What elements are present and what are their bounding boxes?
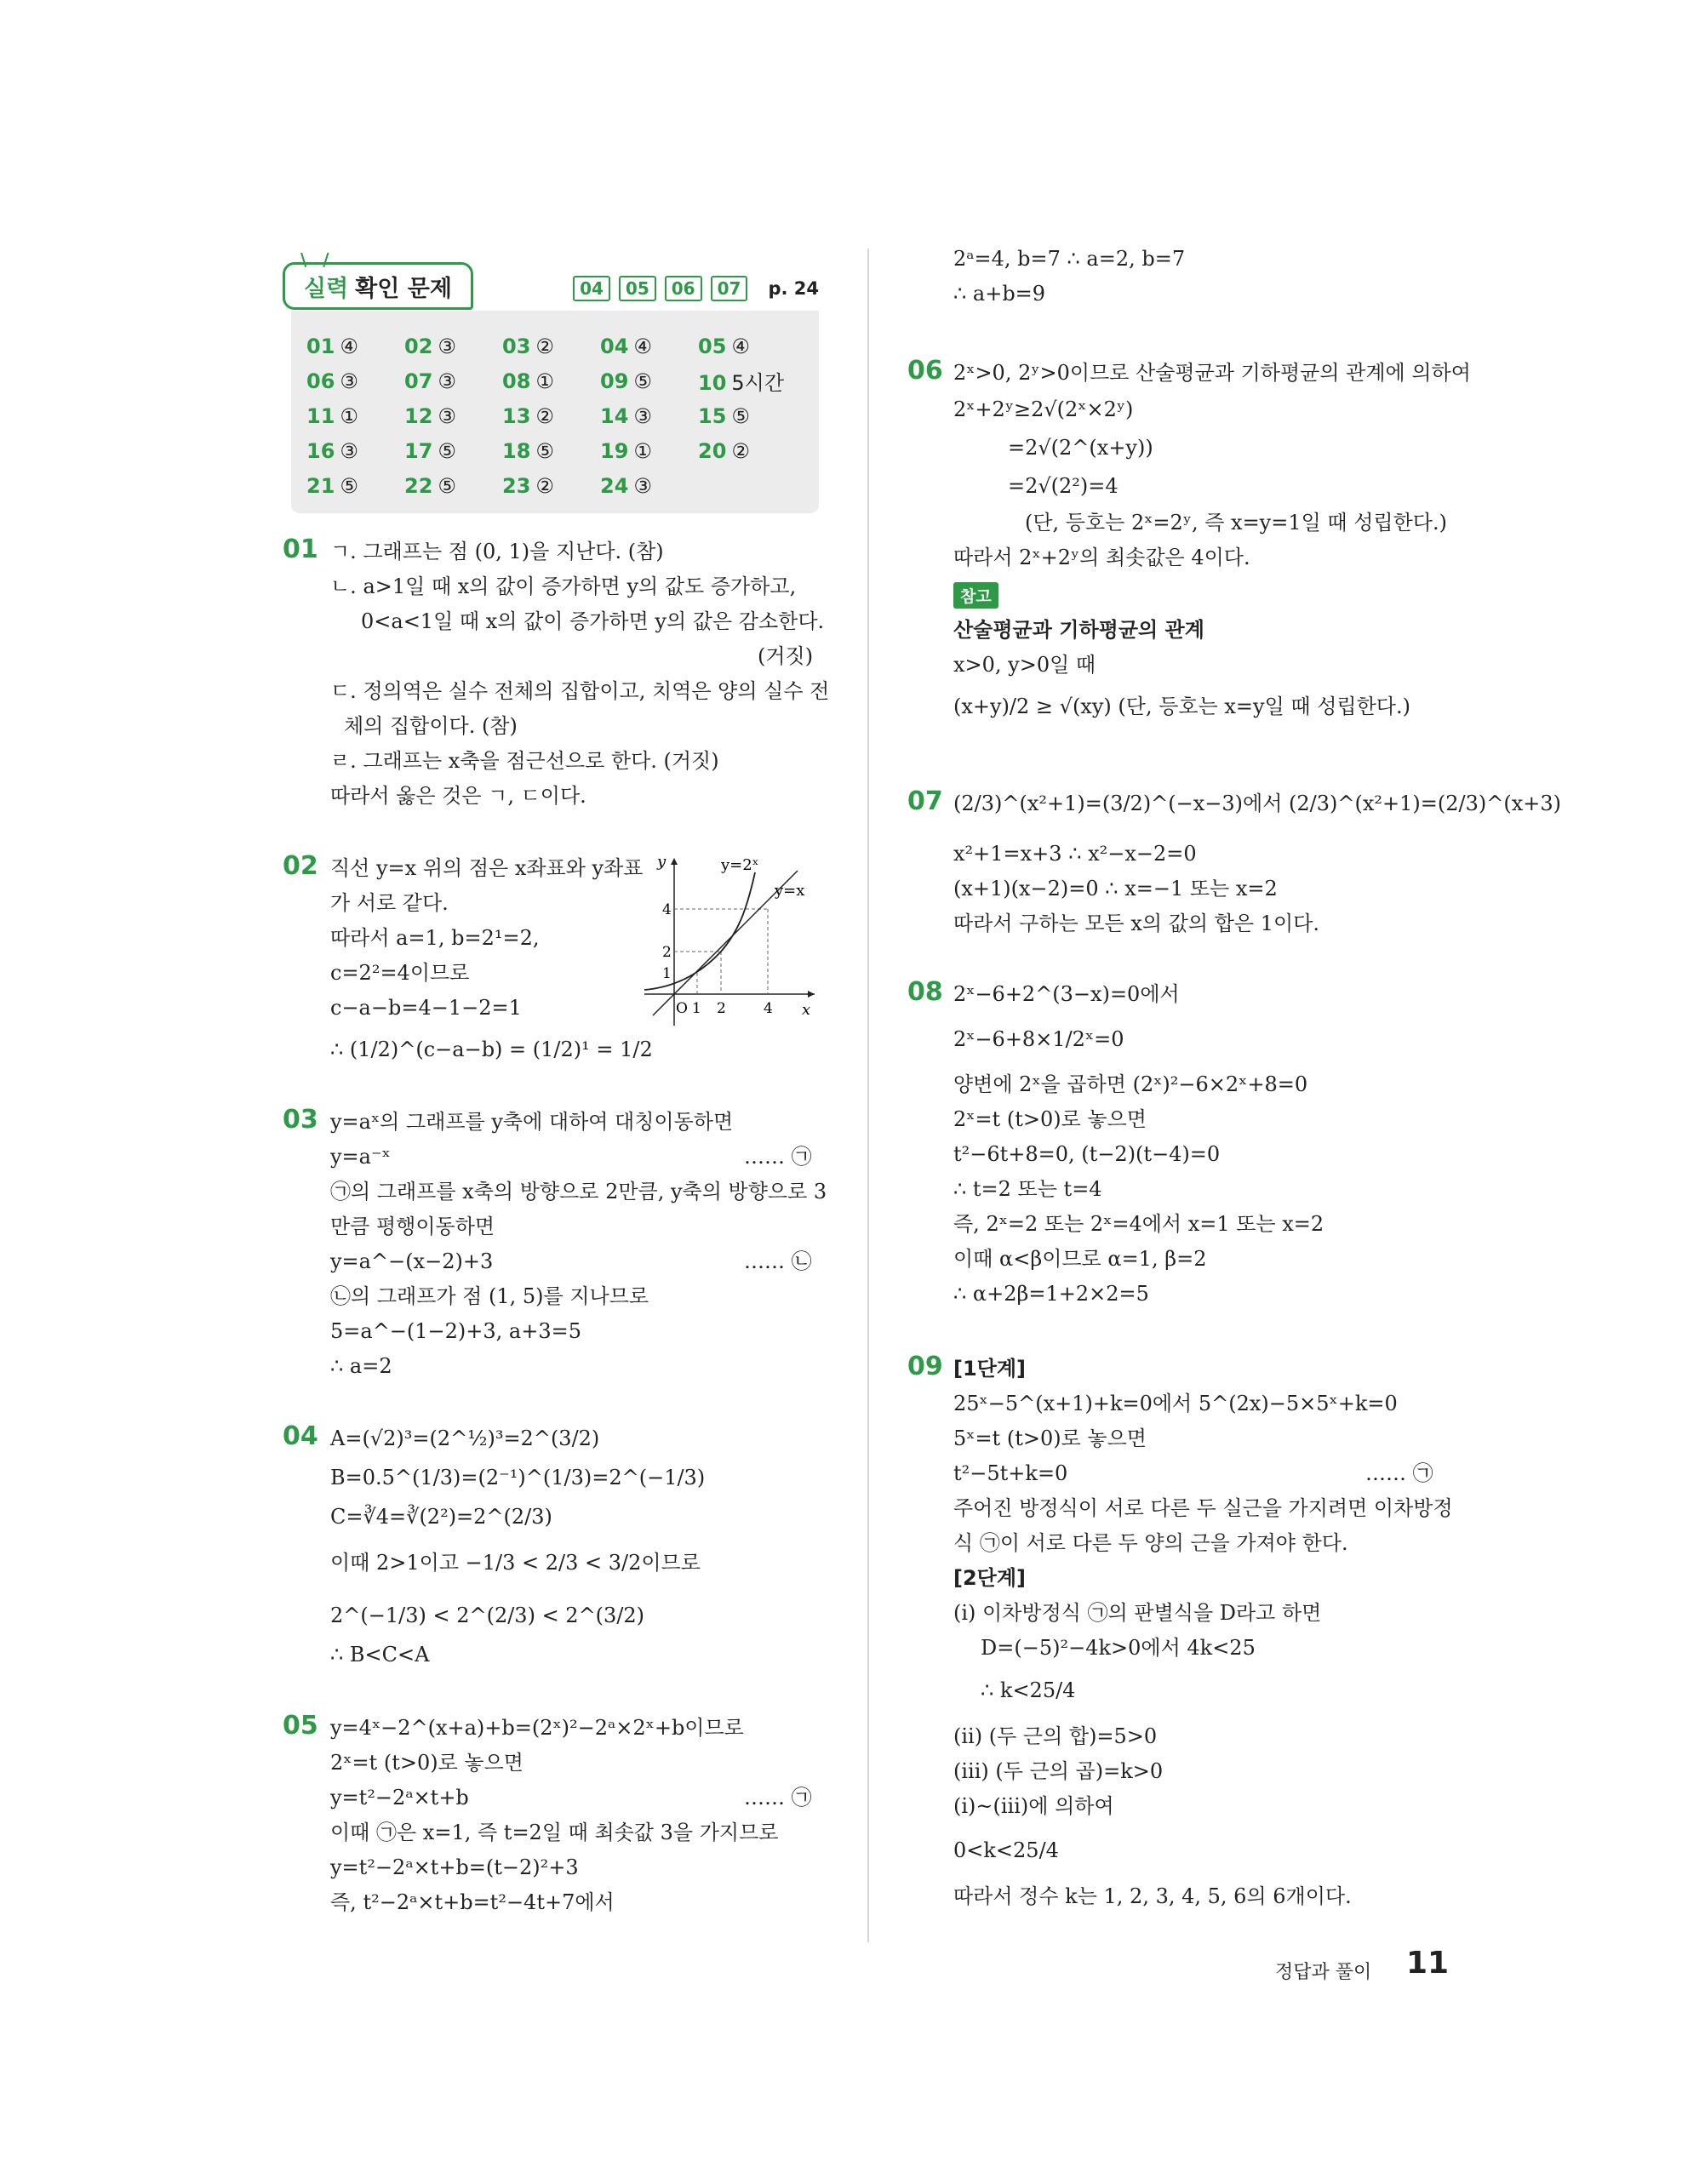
q05-number: 05 (283, 1711, 318, 1741)
title-ticks-icon: \ / (300, 249, 335, 270)
answer-value: ⑤ (731, 403, 750, 428)
answer-value: ⑤ (438, 473, 456, 498)
y-tick: 1 (662, 965, 672, 982)
q09-line: 5ˣ=t (t>0)로 놓으면 (953, 1426, 1147, 1450)
reference-title: 산술평균과 기하평균의 관계 (953, 618, 1204, 642)
answer-cell (306, 404, 404, 428)
unit-tag: 04 (573, 276, 610, 301)
q09-line: 0<k<25/4 (953, 1838, 1059, 1862)
q02-line: c=2²=4이므로 (330, 961, 470, 985)
q03-line: y=a^−(x−2)+3 (330, 1249, 494, 1273)
answer-cell (502, 334, 600, 358)
q08-line: 2ˣ−6+2^(3−x)=0에서 (953, 982, 1180, 1006)
q07-number: 07 (907, 786, 943, 816)
answer-cell (306, 474, 404, 498)
q06-line: =2√(2²)=4 (1008, 474, 1118, 498)
answer-value: ④ (340, 334, 358, 358)
q01-number: 01 (283, 535, 318, 564)
answer-cell (502, 439, 600, 463)
answer-value: ③ (438, 403, 456, 428)
q05-line: 2ᵃ=4, b=7 ∴ a=2, b=7 (953, 247, 1186, 271)
answer-value: ③ (633, 403, 652, 428)
answer-cell (600, 439, 698, 463)
answer-row (306, 468, 817, 503)
q09-line: 25ˣ−5^(x+1)+k=0에서 5^(2x)−5×5ˣ+k=0 (953, 1392, 1398, 1415)
unit-tag: 05 (619, 276, 656, 301)
answer-number: 04 (600, 334, 629, 358)
q05-mark: …… ㉠ (744, 1786, 812, 1810)
answer-cell (698, 439, 796, 463)
q08-line: 2ˣ−6+8×1/2ˣ=0 (953, 1027, 1124, 1051)
q08-line: t²−6t+8=0, (t−2)(t−4)=0 (953, 1142, 1221, 1166)
reference-line: (x+y)/2 ≥ √(xy) (단, 등호는 x=y일 때 성립한다.) (953, 695, 1410, 718)
x-axis-label: x (802, 1001, 811, 1019)
q06-number: 06 (907, 356, 943, 386)
q09-line: t²−5t+k=0 (953, 1461, 1068, 1485)
answer-value: ④ (633, 334, 652, 358)
answer-number: 10 (698, 371, 727, 395)
section-title (283, 249, 473, 310)
q08-line: 2ˣ=t (t>0)로 놓으면 (953, 1107, 1147, 1131)
answer-value: ⑤ (340, 473, 358, 498)
q08-line: 즉, 2ˣ=2 또는 2ˣ=4에서 x=1 또는 x=2 (953, 1212, 1324, 1236)
q09-mark: …… ㉠ (1365, 1461, 1433, 1485)
q03-line: ∴ a=2 (330, 1354, 392, 1378)
x-tick: 2 (717, 1000, 726, 1017)
q01-line: 0<a<1일 때 x의 값이 증가하면 y의 값은 감소한다. (361, 609, 825, 633)
answer-cell (698, 334, 796, 358)
title-highlight: 실력 (304, 275, 349, 302)
answer-value: ⑤ (535, 438, 554, 463)
answer-cell (502, 369, 600, 393)
q06-line: 2ˣ+2ʸ≥2√(2ˣ×2ʸ) (953, 397, 1134, 421)
answer-row (306, 363, 817, 398)
q04-line: B=0.5^(1/3)=(2⁻¹)^(1/3)=2^(−1/3) (330, 1466, 706, 1489)
q09-line: (ⅰ)~(ⅲ)에 의하여 (953, 1794, 1114, 1818)
q04-line: A=(√2)³=(2^½)³=2^(3/2) (330, 1426, 600, 1450)
answer-value: ④ (731, 334, 750, 358)
answer-number: 03 (502, 334, 531, 358)
q04-number: 04 (283, 1421, 318, 1451)
answer-cell (306, 439, 404, 463)
q01-line: (거짓) (758, 644, 814, 668)
answer-value: ① (535, 369, 554, 393)
answer-number: 16 (306, 438, 335, 463)
answer-cell (306, 369, 404, 393)
q03-line: 만큼 평행이동하면 (330, 1215, 495, 1238)
answer-value: ① (633, 438, 652, 463)
q01-line: ㄱ. 그래프는 점 (0, 1)을 지난다. (참) (330, 540, 664, 563)
q09-line: D=(−5)²−4k>0에서 4k<25 (981, 1636, 1256, 1660)
answer-number: 02 (404, 334, 433, 358)
y-axis-label: y (657, 853, 667, 871)
q02-graph (640, 851, 819, 1030)
q09-line: (ⅱ) (두 근의 합)=5>0 (953, 1724, 1158, 1748)
q06-line: 2ˣ>0, 2ʸ>0이므로 산술평균과 기하평균의 관계에 의하여 (953, 361, 1471, 385)
q03-line: y=aˣ의 그래프를 y축에 대하여 대칭이동하면 (330, 1110, 734, 1134)
q01-line: 따라서 옳은 것은 ㄱ, ㄷ이다. (330, 784, 586, 808)
answer-cell (404, 334, 502, 358)
q05-line: y=t²−2ᵃ×t+b=(t−2)²+3 (330, 1855, 579, 1879)
q05-line: y=t²−2ᵃ×t+b (330, 1786, 469, 1810)
answer-number: 15 (698, 403, 727, 428)
answer-value: ③ (340, 369, 358, 393)
x-axis-arrow-icon (808, 991, 815, 998)
q05-line: y=4ˣ−2^(x+a)+b=(2ˣ)²−2ᵃ×2ˣ+b이므로 (330, 1716, 744, 1740)
answer-number: 01 (306, 334, 335, 358)
answer-number: 24 (600, 473, 629, 498)
reference-line: x>0, y>0일 때 (953, 653, 1096, 677)
answer-cell (698, 404, 796, 428)
answer-value: ② (535, 473, 554, 498)
q02-line: c−a−b=4−1−2=1 (330, 996, 522, 1020)
q01-line: ㄹ. 그래프는 x축을 점근선으로 한다. (거짓) (330, 749, 719, 773)
answer-number: 17 (404, 438, 433, 463)
answer-number: 11 (306, 403, 335, 428)
answer-number: 14 (600, 403, 629, 428)
answer-number: 22 (404, 473, 433, 498)
q05-line: 즉, t²−2ᵃ×t+b=t²−4t+7에서 (330, 1890, 615, 1914)
q06-line: 따라서 2ˣ+2ʸ의 최솟값은 4이다. (953, 546, 1250, 569)
y-tick: 4 (662, 901, 672, 918)
q09-number: 09 (907, 1352, 943, 1381)
answer-cell (502, 404, 600, 428)
q05-line: ∴ a+b=9 (953, 282, 1046, 306)
reference-tag: 참고 (953, 582, 998, 609)
q02-line: ∴ (1/2)^(c−a−b) = (1/2)¹ = 1/2 (330, 1038, 653, 1061)
curve-label: y=2ˣ (721, 856, 759, 874)
answer-cell (404, 474, 502, 498)
q06-line: (단, 등호는 2ˣ=2ʸ, 즉 x=y=1일 때 성립한다.) (1025, 511, 1447, 535)
answer-number: 20 (698, 438, 727, 463)
answer-number: 21 (306, 473, 335, 498)
answer-number: 19 (600, 438, 629, 463)
q07-line: (x+1)(x−2)=0 ∴ x=−1 또는 x=2 (953, 877, 1278, 900)
title-rest: 확인 문제 (355, 275, 452, 302)
q02-line: 가 서로 같다. (330, 891, 449, 915)
q05-line: 2ˣ=t (t>0)로 놓으면 (330, 1751, 523, 1775)
unit-tag: 07 (711, 276, 748, 301)
answer-value: ② (535, 403, 554, 428)
y-axis-arrow-icon (671, 858, 678, 865)
q09-line: 주어진 방정식이 서로 다른 두 실근을 가지려면 이차방정 (953, 1496, 1453, 1520)
answer-row (306, 329, 817, 363)
q03-line: y=a⁻ˣ (330, 1145, 391, 1169)
answer-value: ③ (438, 369, 456, 393)
q02-line: 따라서 a=1, b=2¹=2, (330, 926, 540, 950)
answer-cell (404, 439, 502, 463)
answer-cell (600, 474, 698, 498)
q03-line: ㉡의 그래프가 점 (1, 5)를 지나므로 (330, 1284, 649, 1308)
answer-number: 08 (502, 369, 531, 393)
y-tick: 2 (662, 944, 672, 961)
answer-cell (306, 334, 404, 358)
q02-number: 02 (283, 851, 318, 881)
q09-step-label: [2단계] (953, 1566, 1027, 1590)
unit-tags (573, 276, 819, 301)
section-header (283, 249, 819, 310)
q07-line: (2/3)^(x²+1)=(3/2)^(−x−3)에서 (2/3)^(x²+1)=(2/3)^(x+3) (953, 792, 1561, 815)
q01-line: 체의 집합이다. (참) (344, 714, 518, 738)
answer-number: 13 (502, 403, 531, 428)
answer-number: 09 (600, 369, 629, 393)
answer-number: 07 (404, 369, 433, 393)
q04-line: 이때 2>1이고 −1/3 < 2/3 < 3/2이므로 (330, 1551, 701, 1575)
answer-cell (698, 366, 796, 396)
q03-mark: …… ㉡ (744, 1249, 812, 1273)
x-tick: 1 (692, 1000, 701, 1017)
q09-line: ∴ k<25/4 (981, 1678, 1076, 1702)
line-label: y=x (775, 882, 805, 900)
answer-number: 12 (404, 403, 433, 428)
answer-value: ③ (438, 334, 456, 358)
q07-line: x²+1=x+3 ∴ x²−x−2=0 (953, 842, 1197, 866)
q03-line: ㉠의 그래프를 x축의 방향으로 2만큼, y축의 방향으로 3 (330, 1180, 827, 1203)
q03-mark: …… ㉠ (744, 1145, 812, 1169)
curve-y-equals-2-pow-x (644, 872, 755, 990)
answer-row (306, 433, 817, 468)
answer-value: ① (340, 403, 358, 428)
answer-value: ③ (633, 473, 652, 498)
q07-line: 따라서 구하는 모든 x의 값의 합은 1이다. (953, 912, 1319, 935)
page-number: 11 (1406, 1946, 1450, 1981)
answer-cell (600, 369, 698, 393)
q04-line: C=∛4=∛(2²)=2^(2/3) (330, 1505, 552, 1529)
q08-line: ∴ α+2β=1+2×2=5 (953, 1282, 1149, 1306)
q09-line: 식 ㉠이 서로 다른 두 양의 근을 가져야 한다. (953, 1531, 1348, 1555)
q09-line: (ⅲ) (두 근의 곱)=k>0 (953, 1759, 1164, 1783)
column-divider (867, 249, 869, 1942)
answer-value: ⑤ (633, 369, 652, 393)
answer-cell (404, 404, 502, 428)
q02-line: 직선 y=x 위의 점은 x좌표와 y좌표 (330, 856, 644, 880)
answer-value: ③ (340, 438, 358, 463)
q09-line: (ⅰ) 이차방정식 ㉠의 판별식을 D라고 하면 (953, 1601, 1322, 1625)
answer-cell (502, 474, 600, 498)
q08-line: 이때 α<β이므로 α=1, β=2 (953, 1247, 1207, 1271)
answer-cell (600, 334, 698, 358)
x-tick: 4 (764, 1000, 773, 1017)
answer-value: ⑤ (438, 438, 456, 463)
q08-line: ∴ t=2 또는 t=4 (953, 1177, 1102, 1201)
q03-number: 03 (283, 1105, 318, 1135)
unit-tag: 06 (665, 276, 702, 301)
q06-line: =2√(2^(x+y)) (1008, 436, 1153, 460)
q05-line: 이때 ㉠은 x=1, 즉 t=2일 때 최솟값 3을 가지므로 (330, 1821, 779, 1844)
answer-number: 06 (306, 369, 335, 393)
q04-line: 2^(−1/3) < 2^(2/3) < 2^(3/2) (330, 1604, 645, 1627)
answer-value: 5시간 (731, 371, 785, 395)
answer-cell (404, 369, 502, 393)
q09-line: 따라서 정수 k는 1, 2, 3, 4, 5, 6의 6개이다. (953, 1884, 1352, 1908)
q04-line: ∴ B<C<A (330, 1643, 430, 1667)
answer-value: ② (535, 334, 554, 358)
answer-number: 05 (698, 334, 727, 358)
answer-number: 18 (502, 438, 531, 463)
q03-line: 5=a^−(1−2)+3, a+3=5 (330, 1319, 581, 1343)
q08-number: 08 (907, 977, 943, 1007)
q08-line: 양변에 2ˣ을 곱하면 (2ˣ)²−6×2ˣ+8=0 (953, 1072, 1308, 1096)
page-reference: p. 24 (768, 278, 819, 299)
q01-line: ㄴ. a>1일 때 x의 값이 증가하면 y의 값도 증가하고, (330, 575, 797, 598)
answer-row (306, 398, 817, 433)
answer-cell (600, 404, 698, 428)
answer-number: 23 (502, 473, 531, 498)
q01-line: ㄷ. 정의역은 실수 전체의 집합이고, 치역은 양의 실수 전 (330, 679, 830, 703)
q09-step-label: [1단계] (953, 1357, 1027, 1381)
answer-key-grid (306, 329, 817, 503)
footer-label: 정답과 풀이 (1275, 1962, 1372, 1983)
origin-label: O (676, 1000, 688, 1017)
answer-value: ② (731, 438, 750, 463)
